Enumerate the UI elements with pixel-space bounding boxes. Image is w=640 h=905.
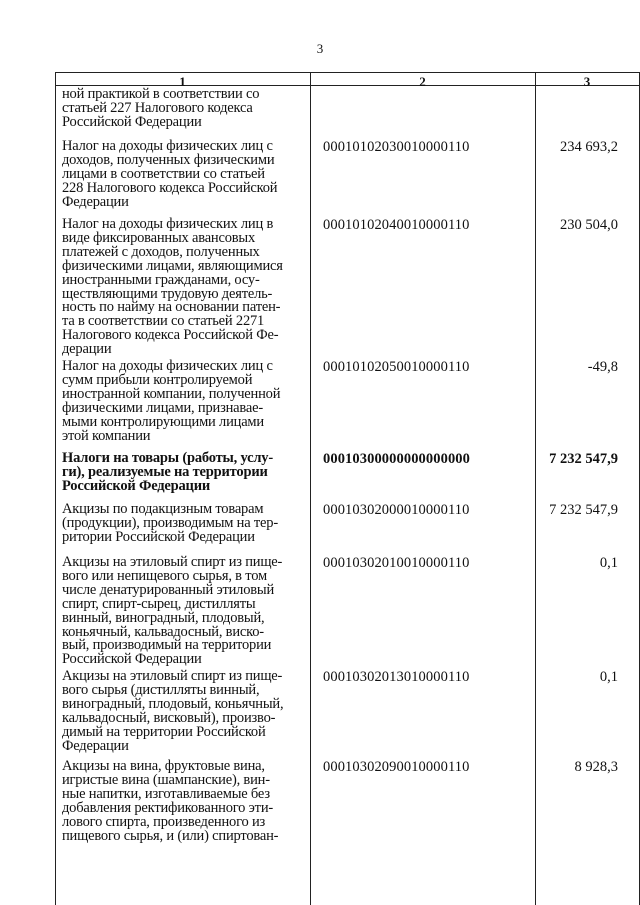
page-number: 3 [316,41,324,56]
row-amount: 7 232 547,9 [549,502,618,518]
row-amount: 0,1 [599,669,618,685]
row-name: ной практикой в соответствии со статьей 227 Налогового кодекса Российской Федерации [62,86,260,130]
row-amount: 230 504,0 [560,217,618,233]
row-name: Акцизы на этиловый спирт из пище- вого или непищевого сырья, в том числе денатурированный этиловый спирт, спирт-сырец, дистилляты винный, виноградный, плодовый, коньячный, кальвадосный, виско- вый, производимый на территории Российской Федерации [62,554,283,668]
row-name: Акцизы по подакцизным товарам (продукции), производимым на тер- ритории Российской Федерации [62,501,278,545]
row-code: 00010102030010000110 [323,139,470,155]
header-col-3: 3 [583,74,591,89]
row-code: 00010302090010000110 [323,759,470,775]
budget-table [55,72,640,905]
row-amount: 8 928,3 [574,759,618,775]
row-name: Налог на доходы физических лиц в виде фиксированных авансовых платежей с доходов, полученных физическими лицами, являющимися иностранными гражданами, осу- ществляющими трудовую деятель- ность по найму на основании патен- та в соответствии со статьей 2271 Налогового кодекса Российской Фе- дерации [62,216,283,358]
row-amount: 234 693,2 [560,139,618,155]
row-name: Налог на доходы физических лиц с доходов, полученных физическими лицами в соответствии со статьей 228 Налогового кодекса Российской Федерации [62,138,278,210]
row-code: 00010300000000000000 [323,451,470,467]
row-code: 00010102050010000110 [323,359,470,375]
row-amount: -49,8 [587,359,618,375]
header-col-1: 1 [179,74,186,89]
column-divider-2 [535,72,536,905]
column-divider-1 [310,72,311,905]
row-code: 00010302000010000110 [323,502,470,518]
row-name: Налог на доходы физических лиц с сумм прибыли контролируемой иностранной компании, полученной физическими лицами, признавае- мыми контролирующими лицами этой компании [62,358,281,444]
row-code: 00010102040010000110 [323,217,470,233]
row-code: 00010302013010000110 [323,669,470,685]
table-left-border [55,72,56,905]
row-name: Налоги на товары (работы, услу- ги), реализуемые на территории Российской Федерации [62,450,273,494]
row-amount: 0,1 [599,555,618,571]
row-name: Акцизы на вина, фруктовые вина, игристые вина (шампанские), вин- ные напитки, изготавливаемые без добавления ректификованного эти- лового спирта, произведенного из пищевого сырья, и (или) спиртован- [62,758,279,844]
row-amount: 7 232 547,9 [549,451,618,467]
table-top-border [55,72,640,73]
header-col-2: 2 [419,74,426,89]
row-code: 00010302010010000110 [323,555,470,571]
row-name: Акцизы на этиловый спирт из пище- вого сырья (дистилляты винный, виноградный, плодовый, коньячный, кальвадосный, висковый), произво- димый на территории Российской Федерации [62,668,284,754]
